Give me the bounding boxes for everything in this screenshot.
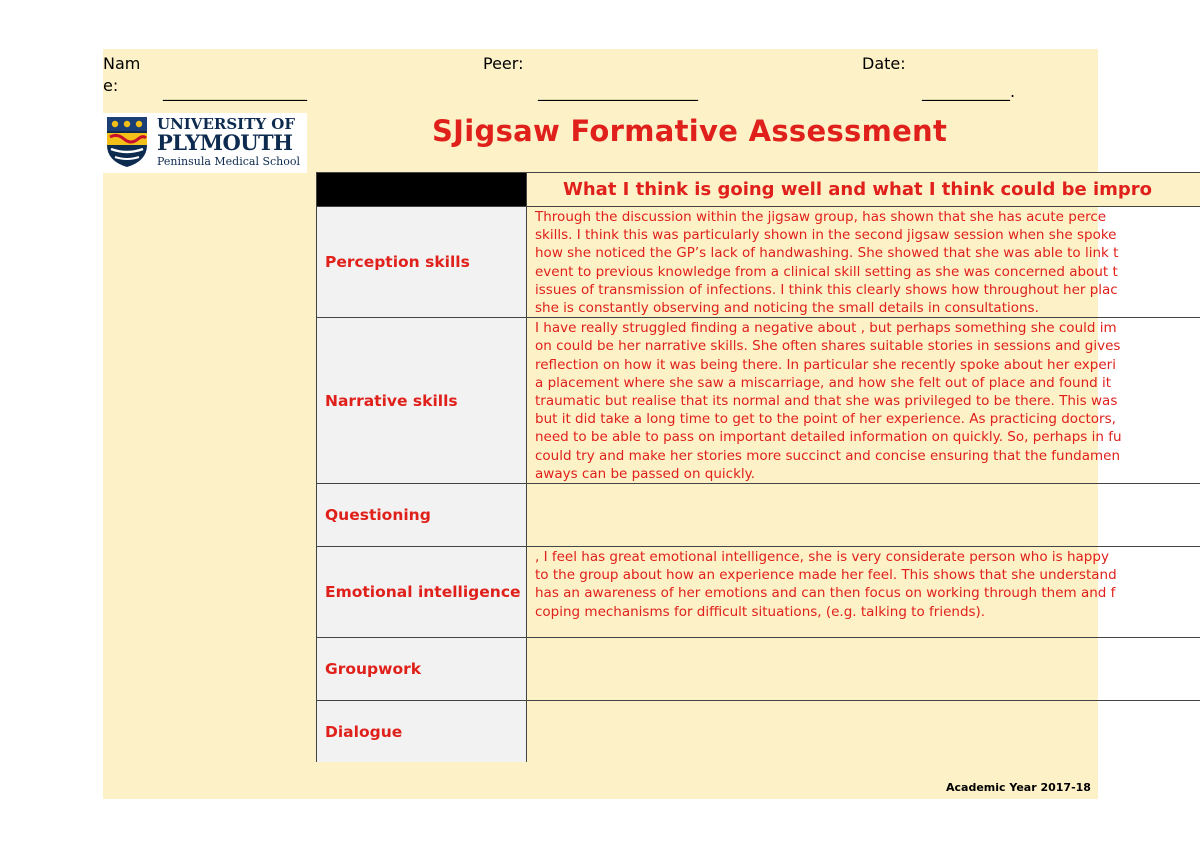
text-line: to the group about how an experience made her feel. This shows that she understand (535, 567, 1117, 584)
table-row (317, 547, 1200, 638)
text-line: has an awareness of her emotions and can then focus on working through them and f (535, 585, 1116, 602)
text-line: on could be her narrative skills. She often shares suitable stories in sessions and gives (535, 338, 1121, 355)
text-line: coping mechanisms for difficult situations, (e.g. talking to friends). (535, 603, 986, 620)
row-content-narrative[interactable] (527, 318, 1200, 484)
row-label-emotional: Emotional intelligence (317, 547, 527, 638)
name-label-cont: e: (103, 76, 119, 95)
row-label-questioning: Questioning (317, 484, 527, 547)
row-label-groupwork: Groupwork (317, 638, 527, 701)
text-line: reflection on how it was being there. In particular she recently spoke about her experi (535, 356, 1116, 373)
date-label: Date: (862, 54, 906, 73)
table-row (317, 484, 1200, 547)
assessment-table (316, 172, 1200, 762)
table-header: What I think is going well and what I think could be impro (527, 173, 1200, 207)
text-line: could try and make her stories more succinct and concise ensuring that the fundamen (535, 447, 1121, 464)
row-label-dialogue: Dialogue (317, 701, 527, 762)
text-line: traumatic but realise that its normal and that she was privileged to be there. This was (535, 393, 1118, 410)
peer-field[interactable]: ____________________ (538, 82, 698, 101)
text-line: I have really struggled finding a negative about , but perhaps something she could im (535, 320, 1117, 337)
text-line: , I feel has great emotional intelligence, she is very considerate person who is happy (535, 549, 1109, 566)
text-line: event to previous knowledge from a clinical skill setting as she was concerned about t (535, 263, 1118, 280)
row-content-perception[interactable] (527, 207, 1200, 318)
text-line: issues of transmission of infections. I think this clearly shows how throughout her plac (535, 281, 1118, 298)
row-content-questioning[interactable] (527, 484, 1200, 547)
logo-text-school: Peninsula Medical School (157, 155, 301, 168)
row-label-narrative: Narrative skills (317, 318, 527, 484)
peer-label: Peer: (483, 54, 524, 73)
table-row (317, 318, 1200, 484)
text-line: a placement where she saw a miscarriage, and how she felt out of place and found it (535, 374, 1112, 391)
date-field[interactable]: ___________. (922, 82, 1016, 101)
text-line: how she noticed the GP’s lack of handwashing. She showed that she was able to link t (535, 245, 1119, 262)
row-label-perception: Perception skills (317, 207, 527, 318)
text-line: need to be able to pass on important detailed information on quickly. So, perhaps in fu (535, 429, 1122, 446)
academic-year-footer: Academic Year 2017-18 (946, 781, 1091, 794)
row-content-emotional[interactable] (527, 547, 1200, 638)
text-line: aways can be passed on quickly. (535, 465, 756, 482)
logo-text-university: UNIVERSITY OF (157, 115, 296, 133)
name-field[interactable]: __________________ (163, 82, 307, 101)
header-blank-cell (317, 173, 527, 207)
text-line: she is constantly observing and noticing the small details in consultations. (535, 300, 1039, 317)
university-logo (103, 113, 307, 173)
table-row (317, 701, 1200, 762)
logo-text-plymouth: PLYMOUTH (157, 130, 293, 155)
name-label: Nam (103, 54, 141, 73)
text-line: but it did take a long time to get to the point of her experience. As practicing doctors, (535, 411, 1116, 428)
text-line: skills. I think this was particularly shown in the second jigsaw session when she spoke (535, 227, 1117, 244)
table-row (317, 638, 1200, 701)
text-line: Through the discussion within the jigsaw group, has shown that she has acute perce (535, 209, 1107, 225)
row-content-groupwork[interactable] (527, 638, 1200, 701)
table-row (317, 207, 1200, 318)
crest-icon (105, 115, 149, 169)
row-content-dialogue[interactable] (527, 701, 1200, 762)
table-header-row (317, 173, 1200, 207)
page-title: SJigsaw Formative Assessment (432, 114, 948, 148)
